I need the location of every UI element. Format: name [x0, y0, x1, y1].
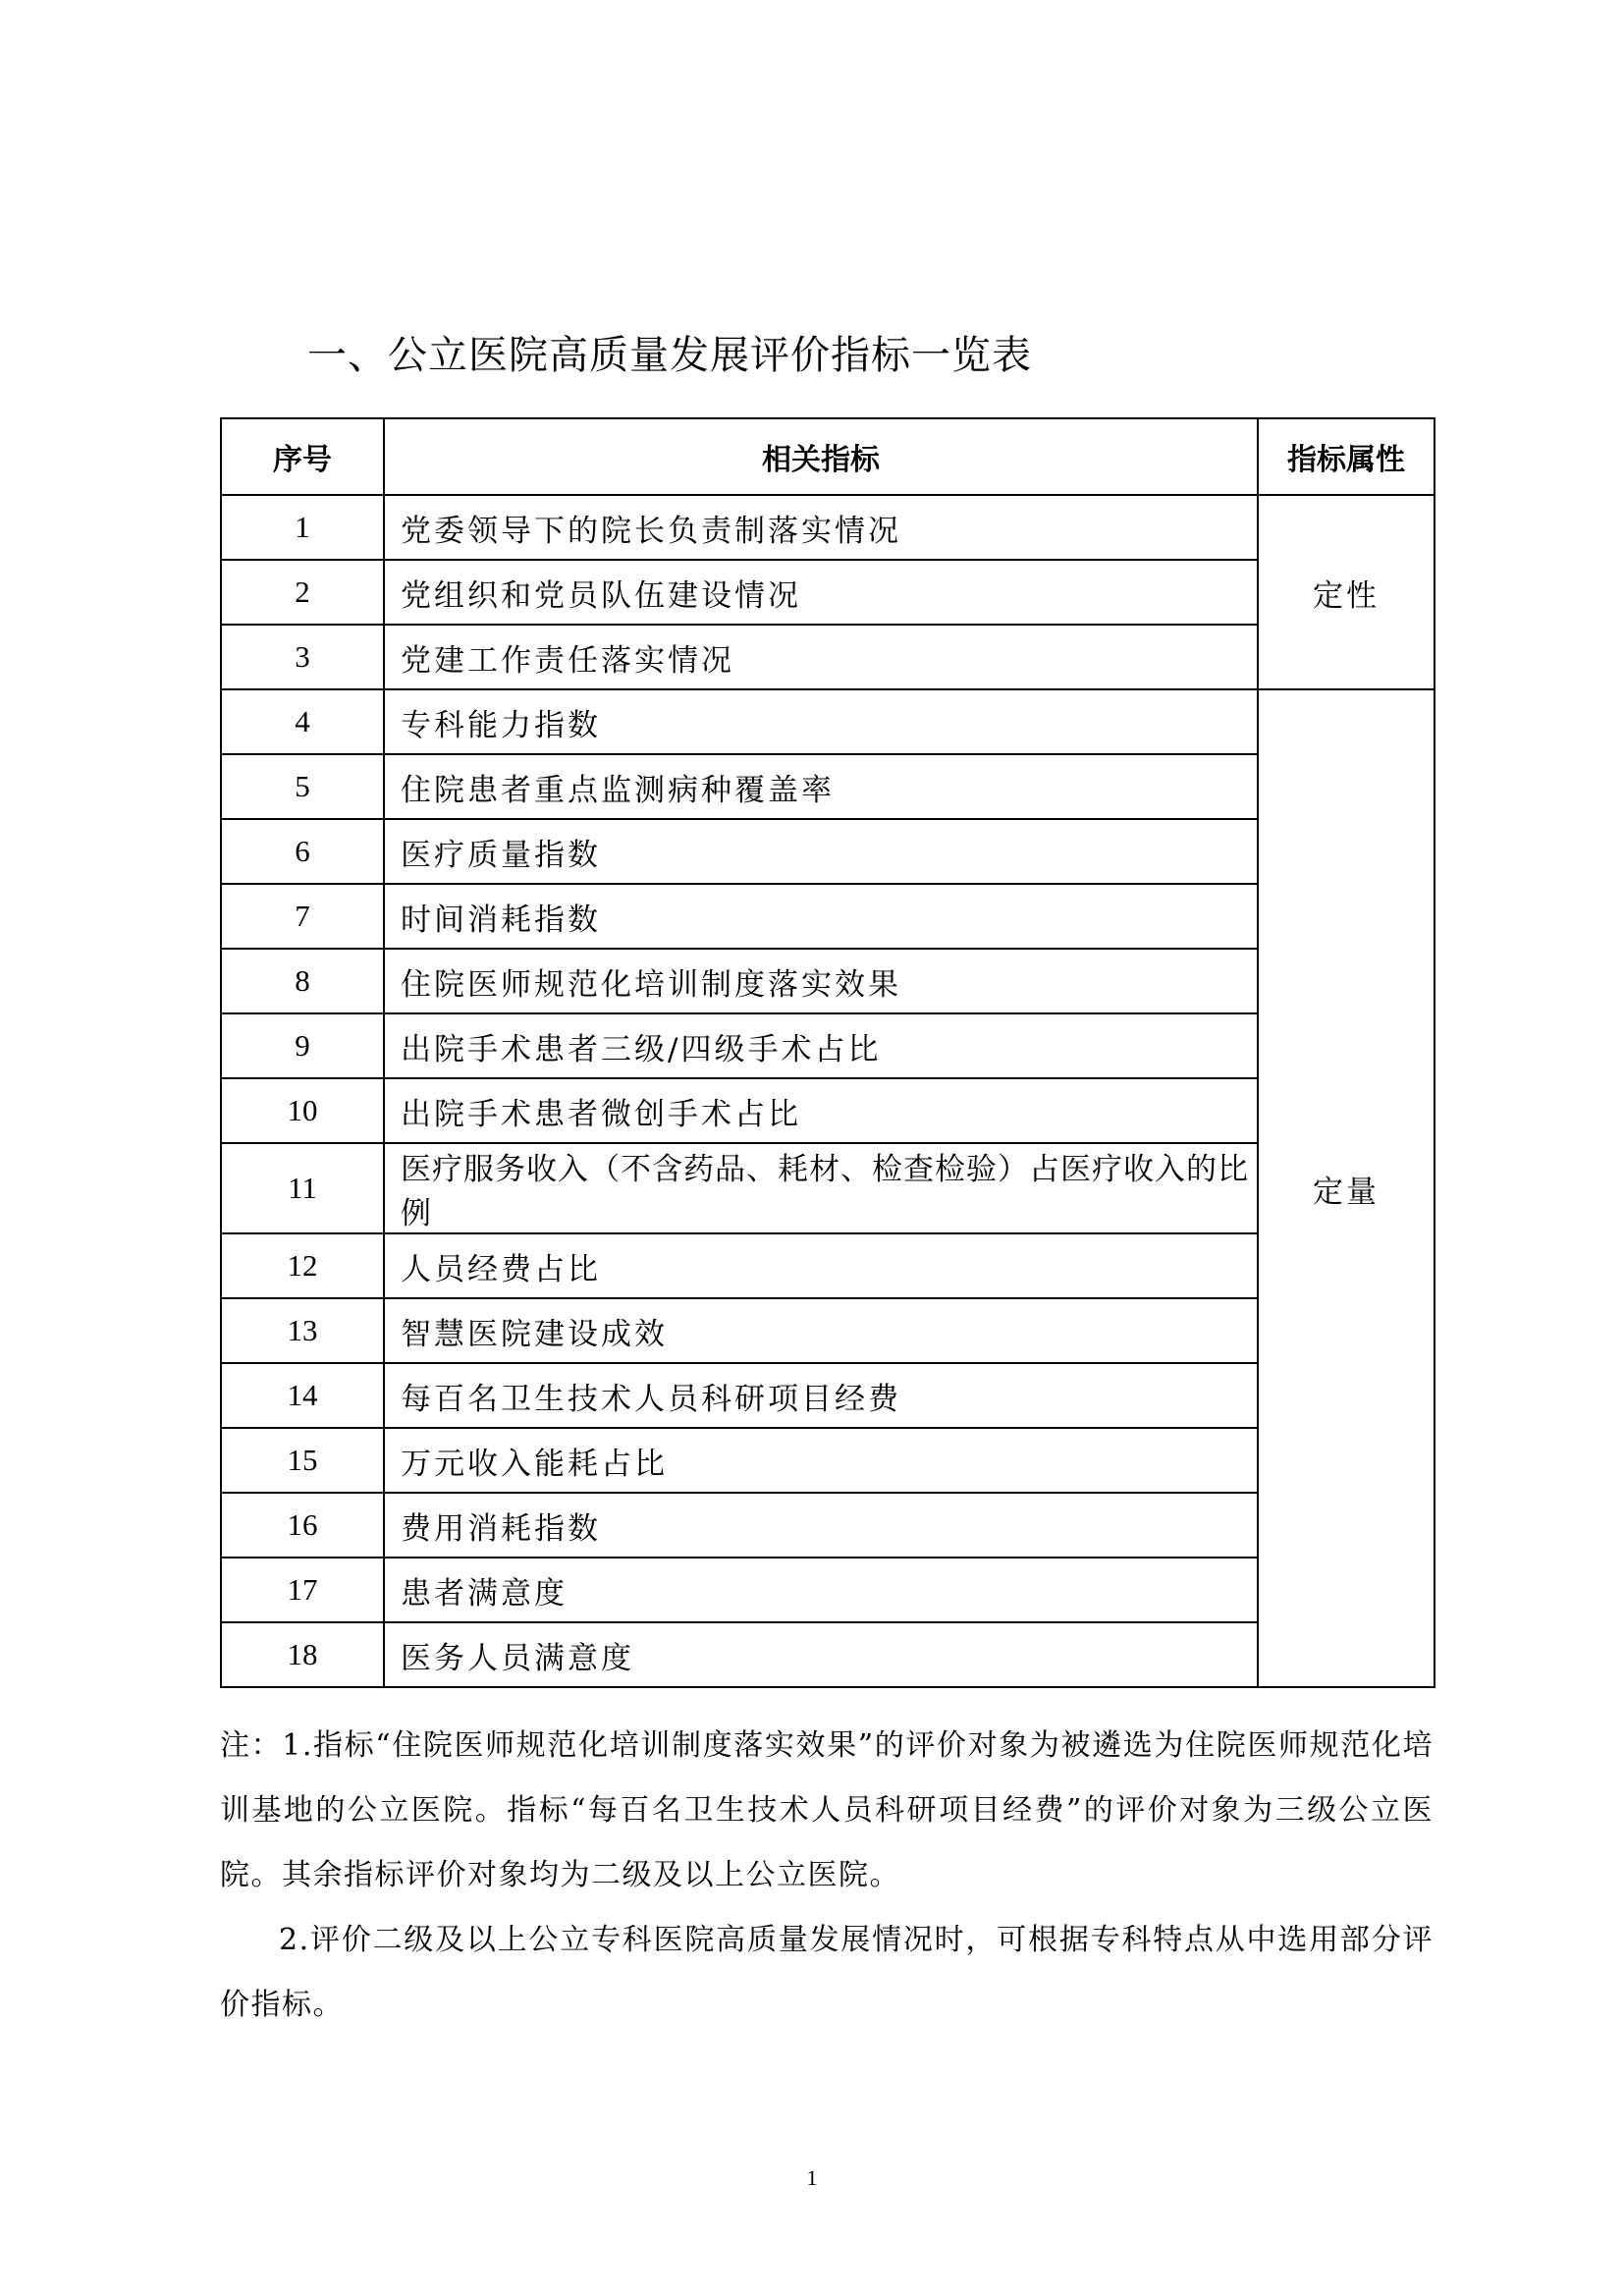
attribute-quantitative: 定量	[1258, 689, 1435, 1687]
row-seq: 1	[221, 495, 384, 560]
table-row	[221, 819, 1435, 884]
table-row	[221, 625, 1435, 689]
table-row	[221, 1428, 1435, 1493]
row-indicator: 党组织和党员队伍建设情况	[384, 560, 1258, 625]
row-indicator: 智慧医院建设成效	[384, 1298, 1258, 1363]
row-indicator: 万元收入能耗占比	[384, 1428, 1258, 1493]
table-header-row	[221, 418, 1435, 495]
header-seq: 序号	[221, 418, 384, 495]
row-seq: 12	[221, 1233, 384, 1298]
row-seq: 7	[221, 884, 384, 949]
table-row	[221, 1298, 1435, 1363]
row-indicator: 时间消耗指数	[384, 884, 1258, 949]
row-seq: 5	[221, 754, 384, 819]
row-indicator: 医疗服务收入（不含药品、耗材、检查检验）占医疗收入的比例	[384, 1143, 1258, 1233]
notes-section	[220, 1714, 1434, 2038]
table-row	[221, 1558, 1435, 1622]
row-seq: 6	[221, 819, 384, 884]
row-indicator: 专科能力指数	[384, 689, 1258, 754]
row-indicator: 费用消耗指数	[384, 1493, 1258, 1558]
row-seq: 3	[221, 625, 384, 689]
row-seq: 15	[221, 1428, 384, 1493]
row-seq: 18	[221, 1622, 384, 1687]
row-seq: 17	[221, 1558, 384, 1622]
table-row	[221, 1013, 1435, 1078]
page-number: 1	[806, 2165, 818, 2190]
table-row	[221, 1233, 1435, 1298]
row-indicator: 医务人员满意度	[384, 1622, 1258, 1687]
row-indicator: 患者满意度	[384, 1558, 1258, 1622]
row-seq: 16	[221, 1493, 384, 1558]
table-row	[221, 884, 1435, 949]
header-indicator: 相关指标	[384, 418, 1258, 495]
row-indicator: 出院手术患者三级/四级手术占比	[384, 1013, 1258, 1078]
row-indicator: 党建工作责任落实情况	[384, 625, 1258, 689]
row-seq: 4	[221, 689, 384, 754]
row-seq: 2	[221, 560, 384, 625]
row-seq: 13	[221, 1298, 384, 1363]
row-indicator: 住院患者重点监测病种覆盖率	[384, 754, 1258, 819]
row-indicator: 党委领导下的院长负责制落实情况	[384, 495, 1258, 560]
row-indicator: 住院医师规范化培训制度落实效果	[384, 949, 1258, 1013]
table-row	[221, 949, 1435, 1013]
row-seq: 9	[221, 1013, 384, 1078]
row-indicator: 人员经费占比	[384, 1233, 1258, 1298]
row-seq: 11	[221, 1143, 384, 1233]
row-indicator: 医疗质量指数	[384, 819, 1258, 884]
row-indicator: 每百名卫生技术人员科研项目经费	[384, 1363, 1258, 1428]
row-seq: 14	[221, 1363, 384, 1428]
table-row	[221, 560, 1435, 625]
note-1: 注：1.指标“住院医师规范化培训制度落实效果”的评价对象为被遴选为住院医师规范化培训基地的公立医院。指标“每百名卫生技术人员科研项目经费”的评价对象为三级公立医院。其余指标评价对象均为二级及以上公立医院。	[220, 1728, 1434, 1892]
row-indicator: 出院手术患者微创手术占比	[384, 1078, 1258, 1143]
attribute-qualitative: 定性	[1258, 495, 1435, 689]
table-row	[221, 1078, 1435, 1143]
table-row	[221, 754, 1435, 819]
table-row	[221, 1493, 1435, 1558]
header-attribute: 指标属性	[1258, 418, 1435, 495]
table-row	[221, 1363, 1435, 1428]
row-seq: 10	[221, 1078, 384, 1143]
table-row	[221, 1143, 1435, 1233]
table-row	[221, 1622, 1435, 1687]
row-seq: 8	[221, 949, 384, 1013]
page-title: 一、公立医院高质量发展评价指标一览表	[307, 333, 1032, 378]
indicator-table	[220, 417, 1435, 1688]
table-row	[221, 689, 1435, 754]
note-2: 2.评价二级及以上公立专科医院高质量发展情况时，可根据专科特点从中选用部分评价指标。	[220, 1923, 1434, 2022]
table-row	[221, 495, 1435, 560]
